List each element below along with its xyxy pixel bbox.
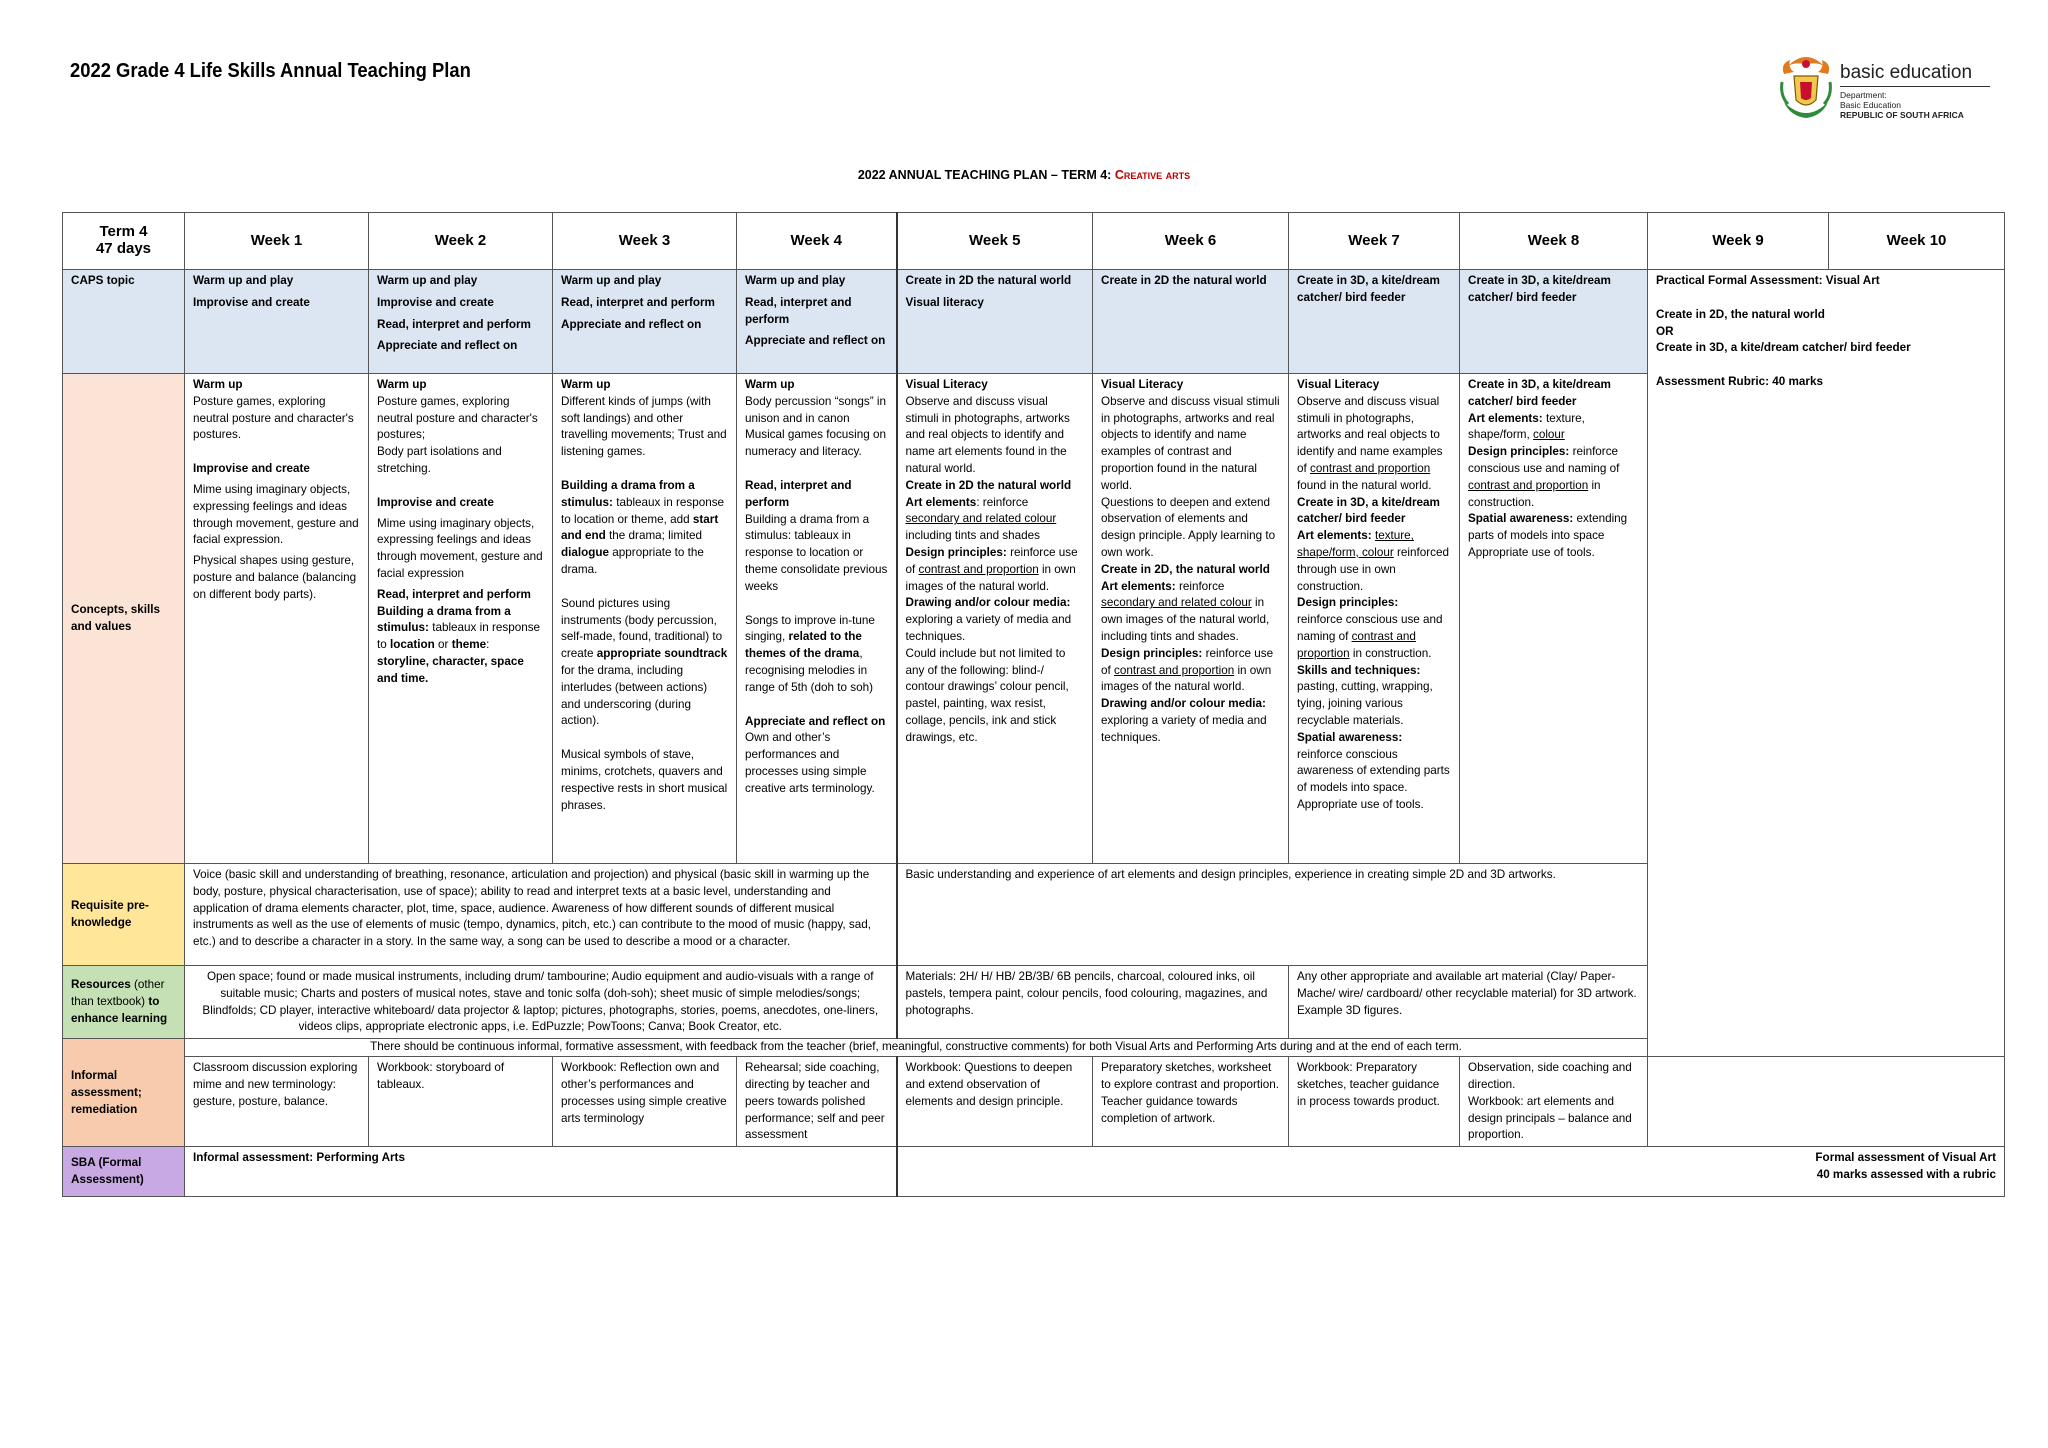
logo-country: REPUBLIC OF SOUTH AFRICA (1840, 110, 1964, 120)
concept-span: reinforce use of (905, 545, 1078, 576)
informal-week-3: Workbook: Reflection own and other’s performances and processes using simple creative arts terminology (553, 1057, 737, 1147)
concept-span: reinforce conscious use and naming of (1468, 445, 1620, 475)
concept-text (561, 596, 728, 730)
concept-span: in construction. (1349, 646, 1432, 660)
concept-span: , recognising melodies in range of 5th (doh to soh) (745, 647, 873, 694)
concept-bold: Design principles: (905, 545, 1007, 559)
concept-text (745, 613, 888, 697)
resources-visual-materials: Materials: 2H/ H/ HB/ 2B/3B/ 6B pencils, charcoal, coloured inks, oil pastels, tempera paint, colour pencils, food colouring, magazines, and photographs. (897, 966, 1289, 1039)
caps-item: Warm up and play (745, 274, 846, 287)
logo-rule (1840, 86, 1990, 87)
concept-text: Body part isolations and stretching. (377, 445, 502, 475)
teaching-plan-table (62, 212, 2005, 1197)
week-header: Week 4 (737, 213, 897, 270)
logo-dept: Department: (1840, 90, 1887, 100)
caps-item: Warm up and play (193, 274, 294, 287)
concept-text: pasting, cutting, wrapping, tying, joining various recyclable materials. (1297, 680, 1433, 727)
concept-text: reinforce conscious awareness of extending parts of models into space. Appropriate use of tools. (1297, 747, 1450, 811)
concept-text: Mime using imaginary objects, expressing feelings and ideas through movement, gesture and facial expression (377, 516, 543, 580)
resources-label-bold: Resources (71, 978, 131, 992)
dbe-logo (1778, 52, 1998, 124)
caps-week-5 (897, 270, 1093, 374)
concept-bold: theme (451, 638, 487, 652)
caps-week-6 (1093, 270, 1289, 374)
term-label: Term 4 (99, 223, 148, 241)
logo-dept-name: Basic Education (1840, 100, 1901, 110)
week-header: Week 9 (1648, 213, 1829, 270)
concept-text (1468, 511, 1639, 561)
concept-bold: Drawing and/or colour media: (905, 596, 1071, 610)
week-header: Week 6 (1093, 213, 1289, 270)
concepts-week-8 (1460, 374, 1648, 864)
logo-name: basic education (1840, 62, 1973, 83)
concept-heading: Skills and techniques: (1297, 663, 1421, 677)
concept-bold: storyline, character, space and time. (377, 654, 524, 685)
concept-span: reinforce conscious use and naming of (1297, 613, 1443, 643)
concept-span: Songs to improve in-tune singing, (745, 613, 875, 644)
concept-bold: Art elements (905, 495, 977, 509)
caps-item: Read, interpret and perform (377, 317, 531, 331)
concept-bold: Design principles: (1468, 445, 1570, 459)
concept-text (1468, 444, 1639, 511)
concept-underline: secondary and related colour (905, 512, 1057, 526)
concept-span: tableaux in response to location or theme, add (561, 495, 725, 526)
concept-text: Own and other’s performances and processes using simple creative arts terminology. (745, 731, 875, 795)
informal-text: Observation, side coaching and direction. (1468, 1061, 1632, 1091)
term-days: 47 days (95, 240, 152, 257)
concept-text: Posture games, exploring neutral posture and character's postures; (377, 394, 538, 442)
concept-span: tableaux in response to (377, 621, 541, 652)
concept-text: Could include but not limited to any of the following: blind-/ contour drawings’ colour pencil, pastel, painting, wax resist, collage, pencils, ink and stick drawings, etc. (905, 646, 1069, 744)
concept-span: reinforce (1175, 579, 1225, 593)
caps-item: Visual literacy (905, 295, 984, 309)
caps-week-2 (369, 270, 553, 374)
week-header: Week 2 (369, 213, 553, 270)
concept-heading: Warm up (745, 378, 795, 391)
concept-span: in own images of the natural world. (1101, 663, 1272, 694)
resources-label-rest: (other than textbook) (71, 978, 165, 1009)
coat-of-arms-icon (1778, 52, 1834, 124)
plan-heading-prefix: 2022 ANNUAL TEACHING PLAN – TERM 4: (857, 168, 1115, 182)
week-header: Week 1 (185, 213, 369, 270)
concept-text (1101, 646, 1280, 696)
concept-span: extending parts of models into space Appropriate use of tools. (1468, 512, 1628, 559)
informal-weeks-9-10 (1648, 1057, 2005, 1147)
concept-underline: contrast and proportion (1114, 663, 1235, 677)
concept-heading: Warm up (377, 378, 427, 391)
concept-bold: start and end (561, 512, 719, 543)
concept-bold: Art elements: (1101, 579, 1176, 593)
concept-bold: related to the themes of the drama (745, 630, 862, 661)
informal-week-7: Workbook: Preparatory sketches, teacher guidance in process towards product. (1289, 1057, 1460, 1147)
caps-topic-label: CAPS topic (63, 270, 185, 374)
caps-item: Create in 2D the natural world (1101, 274, 1267, 287)
practical-assessment-cell (1648, 270, 2005, 1057)
week-header: Week 7 (1289, 213, 1460, 270)
concept-text: Physical shapes using gesture, posture and balance (balancing on different body parts). (193, 554, 357, 601)
concept-span: : (486, 638, 490, 652)
logo-subtitle (1840, 90, 1964, 120)
concept-underline: texture, shape/form, colour (1297, 529, 1414, 559)
concept-heading: Create in 2D the natural world (905, 478, 1072, 492)
concept-heading: Create in 3D, a kite/dream catcher/ bird feeder (1297, 495, 1440, 526)
concepts-week-5 (897, 374, 1093, 864)
requisite-label: Requisite pre-knowledge (63, 864, 185, 966)
practical-option-3d: Create in 3D, a kite/dream catcher/ bird feeder (1656, 341, 1911, 355)
concept-bold: Building a drama from a stimulus: (561, 478, 695, 509)
concept-heading: Appreciate and reflect on (745, 714, 886, 728)
concept-bold: appropriate soundtrack (596, 647, 728, 661)
caps-item: Create in 2D the natural world (905, 274, 1072, 287)
concept-span: in own images of the natural world, including tints and shades. (1101, 596, 1270, 643)
concepts-week-6 (1093, 374, 1289, 864)
concept-text (561, 478, 728, 579)
concept-span: exploring a variety of media and techniques. (905, 613, 1072, 643)
caps-item: Appreciate and reflect on (377, 339, 518, 353)
informal-text: Workbook: art elements and design principals – balance and proportion. (1468, 1094, 1632, 1142)
practical-rubric: Assessment Rubric: 40 marks (1656, 375, 1823, 389)
concept-span: reinforced through use in own construction. (1297, 545, 1450, 593)
concept-text (906, 495, 1085, 545)
resources-label-bold-end: to enhance learning (71, 995, 168, 1025)
caps-week-1 (185, 270, 369, 374)
practical-title: Practical Formal Assessment: Visual Art (1656, 274, 1880, 287)
concept-span: exploring a variety of media and techniques. (1101, 713, 1267, 744)
concept-bold: dialogue (561, 546, 610, 560)
informal-week-8 (1460, 1057, 1648, 1147)
concept-span: in own images of the natural world. (905, 562, 1076, 593)
concept-text (1297, 612, 1451, 662)
concept-underline: secondary and related colour (1101, 596, 1252, 610)
concept-heading: Improvise and create (193, 462, 310, 476)
caps-item: Warm up and play (561, 274, 662, 287)
caps-week-3 (553, 270, 737, 374)
concepts-week-3 (553, 374, 737, 864)
concept-bold: Drawing and/or colour media: (1101, 697, 1266, 711)
sba-label: SBA (Formal Assessment) (63, 1147, 185, 1197)
caps-item: Improvise and create (193, 295, 310, 309)
concept-heading: Visual Literacy (1297, 378, 1380, 391)
concept-span: including tints and shades (905, 529, 1040, 543)
concept-span: for the drama, including interludes (between actions) and underscoring (during action). (561, 663, 708, 728)
caps-item: Warm up and play (377, 274, 478, 287)
concept-text: Body percussion “songs” in unison and in canon Musical games focusing on numeracy and literacy. (745, 394, 886, 459)
concepts-label: Concepts, skills and values (63, 374, 185, 864)
concept-span: texture, shape/form, (1468, 411, 1585, 442)
concept-span: reinforce use of (1101, 646, 1274, 677)
week-header: Week 10 (1829, 213, 2005, 270)
header-row (63, 213, 2005, 270)
resources-label (63, 966, 185, 1039)
concept-span: or (434, 638, 452, 652)
plan-heading-subject: Creative arts (1114, 168, 1191, 182)
concept-underline: colour (1532, 428, 1565, 442)
concept-text: Building a drama from a stimulus: tableaux in response to location or theme consolidate previous weeks (745, 512, 888, 593)
concept-heading: Read, interpret and perform (377, 587, 531, 601)
concept-text: Observe and discuss visual stimuli in photographs, artworks and real objects to identify and name art elements found in the natural world. (905, 394, 1070, 475)
concept-bold: Spatial awareness: (1468, 512, 1574, 526)
concept-bold: Art elements: (1468, 411, 1543, 425)
practical-or: OR (1656, 324, 1674, 338)
concept-underline: contrast and proportion (1297, 629, 1416, 660)
caps-week-7 (1289, 270, 1460, 374)
concept-text: Different kinds of jumps (with soft landings) and other travelling movements; Trust and listening games. (561, 394, 727, 459)
caps-item: Appreciate and reflect on (745, 334, 886, 348)
concept-underline: contrast and proportion (1310, 461, 1431, 475)
informal-week-1: Classroom discussion exploring mime and new terminology: gesture, posture, balance. (185, 1057, 369, 1147)
informal-note: There should be continuous informal, formative assessment, with feedback from the teacher (brief, meaningful, constructive comments) for both Visual Arts and Performing Arts during and at the end of each term. (185, 1039, 1648, 1057)
concept-text: Posture games, exploring neutral posture and character's postures. (193, 394, 354, 442)
resources-performing: Open space; found or made musical instruments, including drum/ tambourine; Audio equipment and audio-visuals with a range of suitable music; Charts and posters of musical notes, stave and tonic solfa (doh-soh); sheet music of simple melodies/songs; Blindfolds; CD player, interactive whiteboard/ data projector & laptop; pictures, photographs, stories, poems, anecdotes, one-liners, videos clips, appropriate electronic apps, i.e. EdPuzzle; PowToons; Canva; Book Creator, etc. (185, 966, 897, 1039)
concepts-week-2 (369, 374, 553, 864)
caps-item: Create in 3D, a kite/dream catcher/ bird feeder (1297, 274, 1440, 304)
concept-text (906, 595, 1085, 645)
concept-bold: Art elements: (1297, 529, 1372, 543)
document-title: 2022 Grade 4 Life Skills Annual Teaching Plan (70, 60, 471, 82)
concept-heading: Warm up (561, 378, 611, 391)
concept-heading: Create in 2D, the natural world (1101, 562, 1270, 576)
concept-text (1297, 528, 1451, 595)
informal-week-5: Workbook: Questions to deepen and extend observation of elements and design principle. (897, 1057, 1093, 1147)
concept-span: the drama; limited (605, 529, 702, 543)
concepts-week-1 (185, 374, 369, 864)
sba-row (63, 1147, 2005, 1197)
concept-span: in construction. (1468, 478, 1601, 509)
requisite-performing: Voice (basic skill and understanding of breathing, resonance, articulation and projection) and physical (basic skill in warming up the body, posture, physical characterisation, use of space); ability to read and interpret texts at a basic level, understanding and application of drama elements character, plot, time, space, audience. Awareness of how different sounds of different musical instruments as well as the use of elements of music (tempo, dynamics, pitch, etc.) can contribute to the mood of music (happy, sad, etc.) and to describe a character in a story. In the same way, a song can be used to describe a mood or a character. (185, 864, 897, 966)
concept-heading: Design principles: (1297, 596, 1399, 610)
informal-week-2: Workbook: storyboard of tableaux. (369, 1057, 553, 1147)
informal-week-4: Rehearsal; side coaching, directing by teacher and peers towards polished performance; self and peer assessment (737, 1057, 897, 1147)
concept-heading: Visual Literacy (905, 378, 988, 391)
concept-text: Observe and discuss visual stimuli in photographs, artworks and real objects to identify and name examples of contrast and proportion found in the natural world. (1101, 394, 1280, 492)
concept-heading: Warm up (193, 378, 243, 391)
concept-text (377, 604, 544, 688)
caps-item: Improvise and create (377, 295, 494, 309)
caps-item: Read, interpret and perform (561, 295, 715, 309)
informal-text: Preparatory sketches, worksheet to explore contrast and proportion. (1101, 1061, 1280, 1091)
concept-heading: Visual Literacy (1101, 378, 1184, 391)
concept-text (1101, 696, 1280, 746)
concept-span: found in the natural world. (1297, 478, 1432, 492)
caps-item: Create in 3D, a kite/dream catcher/ bird feeder (1468, 274, 1611, 304)
concepts-week-4 (737, 374, 897, 864)
sba-visual-line2: 40 marks assessed with a rubric (1816, 1167, 1996, 1181)
concept-underline: contrast and proportion (1468, 478, 1589, 492)
concept-span: Sound pictures using instruments (body percussion, self-made, found, traditional) to create (561, 596, 723, 661)
caps-item: Read, interpret and perform (745, 295, 852, 326)
week-header: Week 8 (1460, 213, 1648, 270)
concept-span: : reinforce (976, 495, 1029, 509)
term-header (63, 213, 185, 270)
week-header: Week 3 (553, 213, 737, 270)
sba-visual-line1: Formal assessment of Visual Art (1815, 1151, 1996, 1165)
concept-text: Questions to deepen and extend observation of elements and design principle. Apply learning to own work. (1101, 495, 1276, 559)
concept-bold: Design principles: (1101, 646, 1203, 660)
resources-visual-other: Any other appropriate and available art material (Clay/ Paper-Mache/ wire/ cardboard/ other recyclable material) for 3D artwork. Example 3D figures. (1289, 966, 1648, 1039)
informal-label: Informal assessment; remediation (63, 1039, 185, 1147)
caps-topic-row (63, 270, 2005, 374)
concept-heading: Read, interpret and perform (745, 478, 852, 509)
concept-text (1297, 394, 1451, 495)
concept-heading: Spatial awareness: (1297, 730, 1403, 744)
concept-bold: location (390, 638, 435, 652)
concept-span: Observe and discuss visual stimuli in photographs, artworks and real objects to identify and name examples of (1297, 394, 1443, 475)
caps-item: Appreciate and reflect on (561, 317, 702, 331)
concept-span: appropriate to the drama. (561, 546, 704, 576)
concept-text: Mime using imaginary objects, expressing feelings and ideas through movement, gesture and facial expression. (193, 482, 359, 547)
concept-text (906, 545, 1085, 595)
informal-row (63, 1057, 2005, 1147)
caps-week-8 (1460, 270, 1648, 374)
concept-heading: Improvise and create (377, 495, 494, 509)
sba-visual (897, 1147, 2005, 1197)
concept-underline: contrast and proportion (918, 562, 1039, 576)
informal-week-6 (1093, 1057, 1289, 1147)
concept-text (1468, 411, 1639, 445)
concept-text: Musical symbols of stave, minims, crotchets, quavers and respective rests in short musical phrases. (561, 748, 728, 812)
requisite-visual: Basic understanding and experience of art elements and design principles, experience in creating simple 2D and 3D artworks. (897, 864, 1648, 966)
caps-week-4 (737, 270, 897, 374)
concepts-week-7 (1289, 374, 1460, 864)
sba-performing: Informal assessment: Performing Arts (185, 1147, 897, 1197)
plan-heading (0, 168, 2048, 182)
concept-text (1101, 579, 1280, 646)
concept-heading: Create in 3D, a kite/dream catcher/ bird feeder (1468, 378, 1611, 408)
week-header: Week 5 (897, 213, 1093, 270)
informal-text: Teacher guidance towards completion of artwork. (1101, 1094, 1238, 1125)
concept-bold: Building a drama from a stimulus: (377, 604, 511, 635)
practical-option-2d: Create in 2D, the natural world (1656, 307, 1825, 321)
